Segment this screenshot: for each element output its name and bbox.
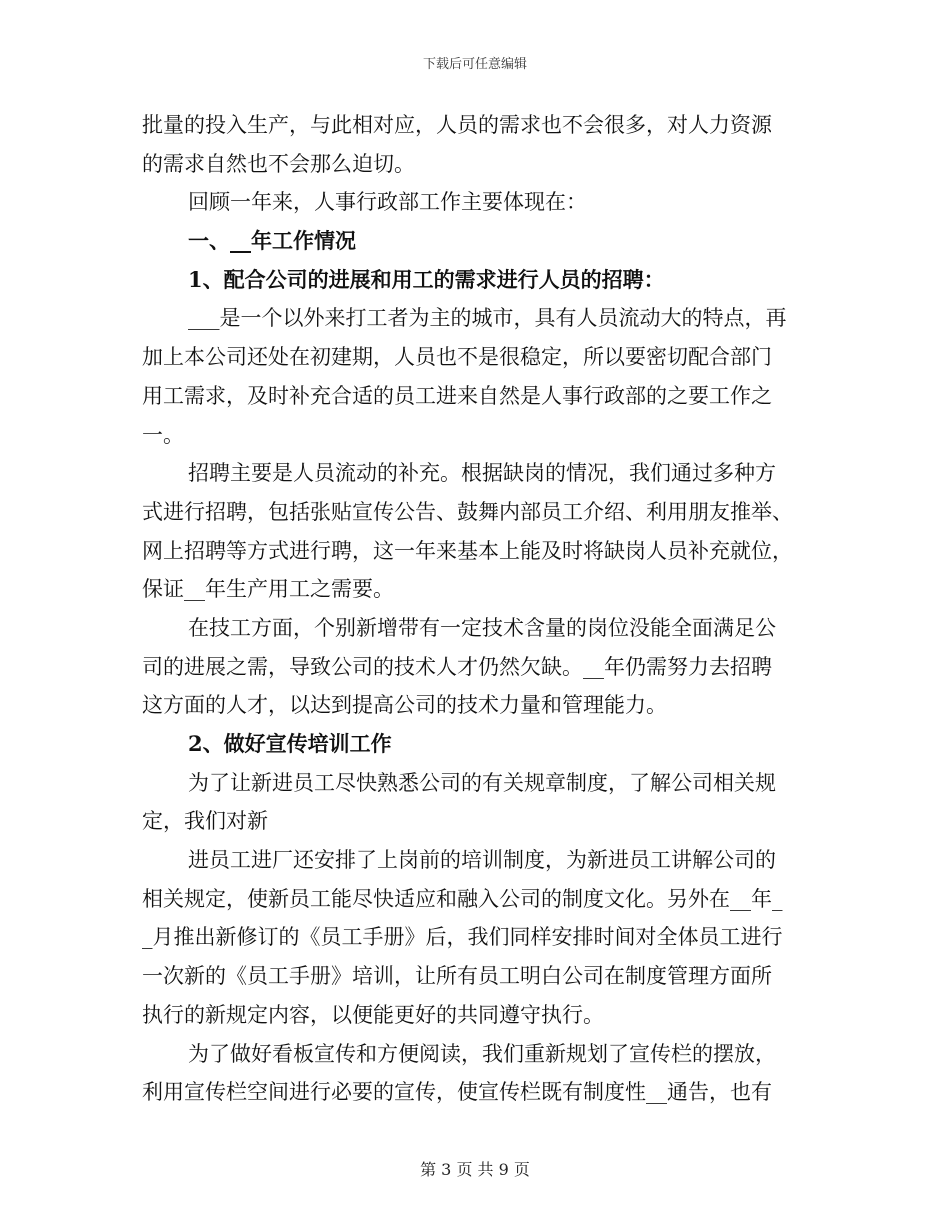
text-line: 司的进展之需，导致公司的技术人才仍然欠缺。__年仍需努力去招聘 — [142, 654, 772, 679]
text-line: 这方面的人才，以达到提高公司的技术力量和管理能力。 — [142, 693, 667, 718]
text-line: 进员工进厂还安排了上岗前的培训制度，为新进员工讲解公司的 — [188, 848, 776, 873]
text-line: 定，我们对新 — [142, 809, 268, 834]
section-heading: 2、做好宣传培训工作 — [188, 731, 392, 756]
text-line: 在技工方面，个别新增带有一定技术含量的岗位没能全面满足公 — [188, 615, 776, 640]
text-line: 为了做好看板宣传和方便阅读，我们重新规划了宣传栏的摆放， — [188, 1041, 776, 1066]
text-line: 相关规定，使新员工能尽快适应和融入公司的制度文化。另外在__年_ — [142, 886, 783, 911]
text-line: _月推出新修订的《员工手册》后，我们同样安排时间对全体员工进行 — [142, 925, 783, 950]
text-line: 批量的投入生产，与此相对应，人员的需求也不会很多，对人力资源 — [142, 113, 772, 137]
text-line: 回顾一年来，人事行政部工作主要体现在： — [188, 190, 587, 215]
section-heading: 1、配合公司的进展和用工的需求进行人员的招聘： — [188, 266, 665, 292]
text-line: 式进行招聘，包括张贴宣传公告、鼓舞内部员工介绍、利用朋友推举、 — [142, 499, 793, 524]
text-line: 招聘主要是人员流动的补充。根据缺岗的情况，我们通过多种方 — [188, 461, 776, 486]
document-body — [142, 106, 806, 1112]
section-heading: 一、__年工作情况 — [188, 228, 356, 254]
text-line: 利用宣传栏空间进行必要的宣传，使宣传栏既有制度性__通告，也有 — [142, 1080, 772, 1105]
text-line: 的需求自然也不会那么迫切。 — [142, 151, 415, 176]
text-line: 用工需求，及时补充合适的员工进来自然是人事行政部的之要工作之 — [142, 383, 772, 408]
text-line: 加上本公司还处在初建期，人员也不是很稳定，所以要密切配合部门 — [142, 345, 772, 370]
text-line: 执行的新规定内容，以便能更好的共同遵守执行。 — [142, 1002, 604, 1027]
text-line: 保证__年生产用工之需要。 — [142, 577, 394, 602]
text-line: 网上招聘等方式进行聘，这一年来基本上能及时将缺岗人员补充就位， — [142, 538, 793, 563]
text-line: 一。 — [142, 422, 184, 447]
text-line: 一次新的《员工手册》培训，让所有员工明白公司在制度管理方面所 — [142, 964, 772, 989]
text-line: 为了让新进员工尽快熟悉公司的有关规章制度，了解公司相关规 — [188, 770, 776, 795]
page-footer: 第 3 页 共 9 页 — [420, 1160, 530, 1179]
text-line: ___是一个以外来打工者为主的城市，具有人员流动大的特点，再 — [188, 306, 787, 331]
page-header: 下载后可任意编辑 — [422, 57, 527, 72]
